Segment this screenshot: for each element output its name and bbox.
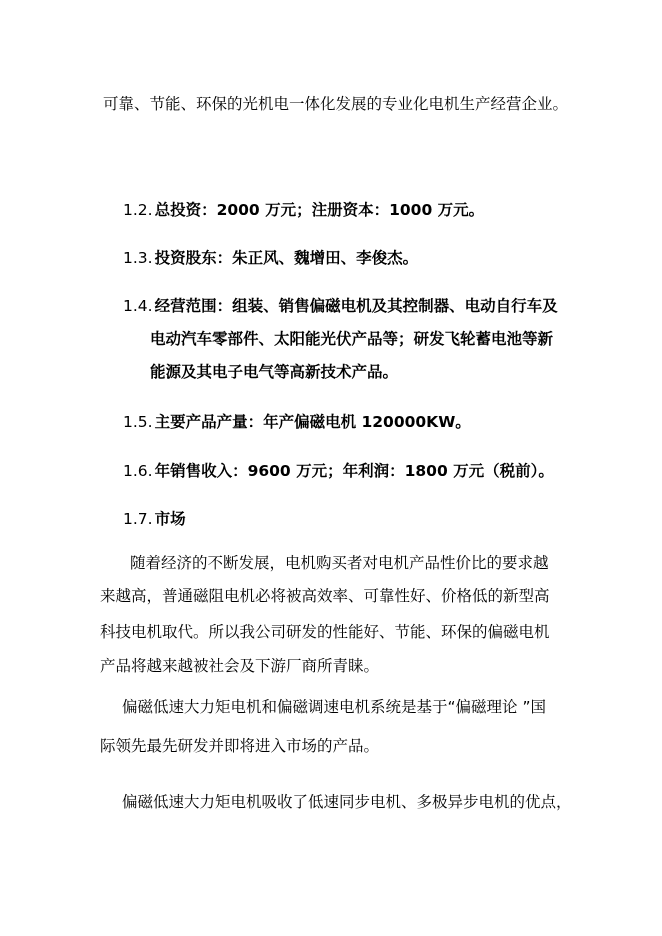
section-1-3 xyxy=(123,248,418,268)
section-number: 1.2. xyxy=(123,201,153,219)
intro-tail-line: 可靠、节能、环保的光机电一体化发展的专业化电机生产经营企业。 xyxy=(103,95,569,113)
section-text: 年销售收入：9600 万元；年利润：1800 万元（税前）。 xyxy=(154,462,554,480)
market-p1-line-4: 产品将越来越被社会及下游厂商所青睐。 xyxy=(100,657,380,675)
market-p1-line-1: 随着经济的不断发展，电机购买者对电机产品性价比的要求越 xyxy=(130,554,549,572)
section-number: 1.7. xyxy=(123,510,153,528)
section-text: 主要产品产量：年产偏磁电机 120000KW。 xyxy=(154,413,471,431)
market-p2-line-2: 际领先最先研发并即将进入市场的产品。 xyxy=(100,737,380,755)
section-1-4-line-3: 能源及其电子电气等高新技术产品。 xyxy=(150,363,399,381)
section-1-7-heading xyxy=(123,509,186,529)
market-p3-line-1: 偏磁低速大力矩电机吸收了低速同步电机、多极异步电机的优点， xyxy=(122,793,572,811)
section-1-5 xyxy=(123,412,471,432)
section-1-4-line-2: 电动汽车零部件、太阳能光伏产品等；研发飞轮蓄电池等新 xyxy=(150,330,554,348)
section-number: 1.5. xyxy=(123,413,153,431)
section-1-6 xyxy=(123,461,554,481)
market-p1-line-2: 来越高，普通磁阻电机必将被高效率、可靠性好、价格低的新型高 xyxy=(100,587,550,605)
section-number: 1.6. xyxy=(123,462,153,480)
section-text: 总投资：2000 万元；注册资本：1000 万元。 xyxy=(154,201,485,219)
section-number: 1.4. xyxy=(123,297,153,315)
market-p2-line-1: 偏磁低速大力矩电机和偏磁调速电机系统是基于“偏磁理论 ”国 xyxy=(122,698,546,716)
section-text: 经营范围：组装、销售偏磁电机及其控制器、电动自行车及 xyxy=(154,297,558,315)
section-1-4 xyxy=(123,296,558,316)
section-1-2 xyxy=(123,200,484,220)
section-text: 市场 xyxy=(154,510,186,528)
section-text: 投资股东：朱正风、魏增田、李俊杰。 xyxy=(154,249,419,267)
section-number: 1.3. xyxy=(123,249,153,267)
market-p1-line-3: 科技电机取代。所以我公司研发的性能好、节能、环保的偏磁电机 xyxy=(100,623,550,641)
